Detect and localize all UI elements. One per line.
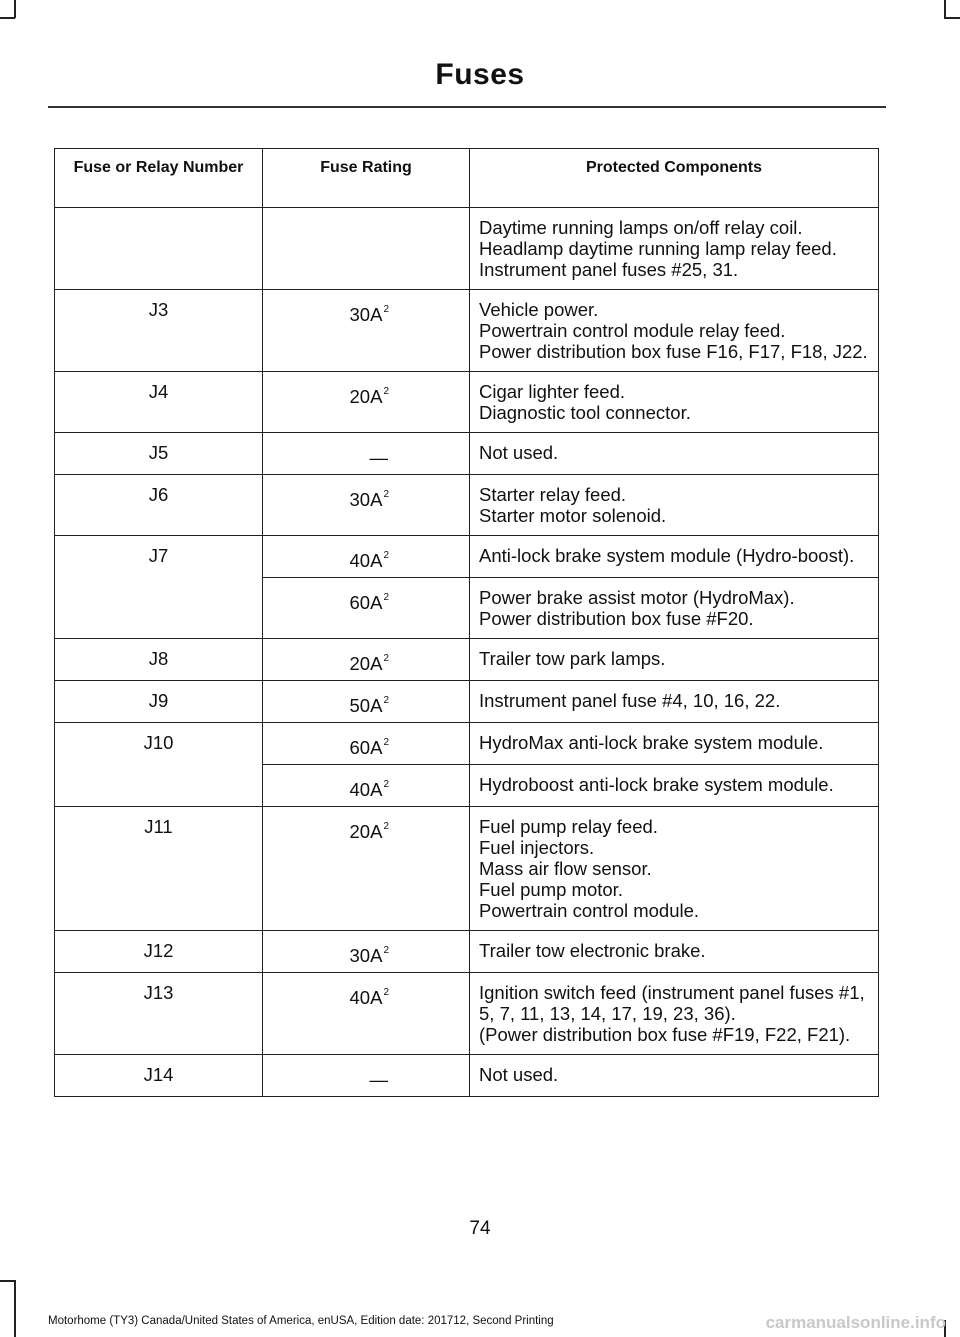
- fuse-rating-value: 30A: [349, 945, 383, 966]
- component-line: Powertrain control module.: [479, 900, 700, 921]
- component-line: Cigar lighter feed.: [479, 381, 626, 402]
- component-line: Fuel pump relay feed.: [479, 816, 658, 837]
- fuse-number-cell: J3: [55, 290, 263, 372]
- table-row: [55, 433, 879, 475]
- component-line: Starter motor solenoid.: [479, 505, 667, 526]
- protected-components-cell: [470, 578, 879, 639]
- protected-components-cell: [470, 290, 879, 372]
- component-line: Instrument panel fuse #4, 10, 16, 22.: [479, 690, 781, 711]
- footnote-ref: 2: [383, 592, 389, 603]
- fuse-rating-cell: [263, 1055, 470, 1097]
- table-row: [55, 475, 879, 536]
- table-row: [55, 290, 879, 372]
- footer-edition-text: Motorhome (TY3) Canada/United States of America, enUSA, Edition date: 201712, Second Printing: [48, 1315, 554, 1327]
- protected-components-cell: [470, 1055, 879, 1097]
- footnote-ref: 2: [383, 489, 389, 500]
- protected-components-cell: [470, 723, 879, 765]
- component-line: Trailer tow electronic brake.: [479, 940, 706, 961]
- component-line: Anti-lock brake system module (Hydro-boost).: [479, 545, 855, 566]
- component-line: Headlamp daytime running lamp relay feed.: [479, 238, 837, 259]
- table-header-row: [55, 149, 879, 208]
- crop-mark-top-left-v: [14, 0, 16, 18]
- fuse-number-cell: [55, 208, 263, 290]
- fuse-rating-value: 50A: [349, 695, 383, 716]
- fuse-rating-cell: [263, 290, 470, 372]
- protected-components-cell: [470, 536, 879, 578]
- fuse-number-cell: J12: [55, 931, 263, 973]
- fuse-rating-cell: [263, 931, 470, 973]
- protected-components-cell: [470, 973, 879, 1055]
- fuse-rating-cell: [263, 433, 470, 475]
- component-line: Hydroboost anti-lock brake system module.: [479, 774, 834, 795]
- component-line: Starter relay feed.: [479, 484, 627, 505]
- fuse-rating-cell: [263, 973, 470, 1055]
- fuse-rating-value: 60A: [349, 737, 383, 758]
- component-line: Trailer tow park lamps.: [479, 648, 666, 669]
- fuse-rating-cell: [263, 578, 470, 639]
- protected-components-cell: [470, 765, 879, 807]
- crop-mark-bottom-left-h: [0, 1280, 15, 1282]
- fuse-number-cell: J5: [55, 433, 263, 475]
- table-row: [55, 372, 879, 433]
- protected-components-cell: [470, 639, 879, 681]
- component-line: HydroMax anti-lock brake system module.: [479, 732, 824, 753]
- protected-components-cell: [470, 208, 879, 290]
- table-row: [55, 639, 879, 681]
- component-line: Not used.: [479, 1064, 559, 1085]
- fuse-number-cell: J8: [55, 639, 263, 681]
- footnote-ref: 2: [383, 550, 389, 561]
- component-line: Not used.: [479, 442, 559, 463]
- component-line: Fuel injectors.: [479, 837, 595, 858]
- component-line: (Power distribution box fuse #F19, F22, F21).: [479, 1024, 851, 1045]
- fuse-rating-value: 20A: [349, 821, 383, 842]
- protected-components-cell: [470, 433, 879, 475]
- crop-mark-bottom-left-v: [14, 1280, 16, 1337]
- fuse-rating-value: 60A: [349, 592, 383, 613]
- fuse-number-cell: J9: [55, 681, 263, 723]
- fuse-table: [54, 148, 879, 1097]
- component-line: Power brake assist motor (HydroMax).: [479, 587, 795, 608]
- protected-components-cell: [470, 681, 879, 723]
- column-header-number: Fuse or Relay Number: [55, 149, 263, 208]
- table-row: [55, 807, 879, 931]
- fuse-rating-cell: [263, 681, 470, 723]
- table-row: [55, 1055, 879, 1097]
- fuse-rating-value: 20A: [349, 386, 383, 407]
- crop-mark-top-right-v: [944, 0, 946, 18]
- footnote-ref: 2: [383, 945, 389, 956]
- page-number: 74: [469, 1218, 491, 1239]
- fuse-rating-cell: [263, 639, 470, 681]
- fuse-number-cell: J4: [55, 372, 263, 433]
- crop-mark-top-right-h: [944, 17, 960, 19]
- protected-components-cell: [470, 475, 879, 536]
- footnote-ref: 2: [383, 695, 389, 706]
- fuse-rating-value: 30A: [349, 304, 383, 325]
- column-header-components: Protected Components: [470, 149, 879, 208]
- footnote-ref: 2: [383, 653, 389, 664]
- fuse-number-cell: J11: [55, 807, 263, 931]
- footnote-ref: 2: [383, 386, 389, 397]
- table-row: [55, 723, 879, 765]
- table-row: [55, 931, 879, 973]
- fuse-rating-value: 40A: [349, 550, 383, 571]
- fuse-rating-cell: [263, 208, 470, 290]
- fuse-rating-value: 20A: [349, 653, 383, 674]
- page-title: Fuses: [435, 58, 525, 91]
- fuse-rating-value: —: [369, 1069, 388, 1090]
- footnote-ref: 2: [383, 987, 389, 998]
- fuse-rating-cell: [263, 372, 470, 433]
- component-line: Vehicle power.: [479, 299, 599, 320]
- footnote-ref: 2: [383, 779, 389, 790]
- component-line: Instrument panel fuses #25, 31.: [479, 259, 739, 280]
- table-row: [55, 973, 879, 1055]
- fuse-number-cell: J7: [55, 536, 263, 639]
- component-line: Mass air flow sensor.: [479, 858, 652, 879]
- footnote-ref: 2: [383, 737, 389, 748]
- footnote-ref: 2: [383, 821, 389, 832]
- component-line: Powertrain control module relay feed.: [479, 320, 786, 341]
- component-line: Power distribution box fuse #F20.: [479, 608, 754, 629]
- fuse-number-cell: J13: [55, 973, 263, 1055]
- component-line: Fuel pump motor.: [479, 879, 623, 900]
- fuse-rating-value: 40A: [349, 779, 383, 800]
- fuse-rating-cell: [263, 723, 470, 765]
- table-row: [55, 681, 879, 723]
- fuse-rating-cell: [263, 807, 470, 931]
- title-rule: [48, 106, 886, 108]
- fuse-rating-cell: [263, 765, 470, 807]
- component-line: Ignition switch feed (instrument panel fuses #1, 5, 7, 11, 13, 14, 17, 19, 23, 36).: [479, 982, 865, 1024]
- fuse-number-cell: J6: [55, 475, 263, 536]
- fuse-rating-value: 40A: [349, 987, 383, 1008]
- footnote-ref: 2: [383, 304, 389, 315]
- table-row: [55, 536, 879, 578]
- fuse-rating-cell: [263, 536, 470, 578]
- component-line: Diagnostic tool connector.: [479, 402, 691, 423]
- fuse-rating-value: 30A: [349, 489, 383, 510]
- column-header-rating: Fuse Rating: [263, 149, 470, 208]
- fuse-rating-cell: [263, 475, 470, 536]
- fuse-rating-value: —: [369, 447, 388, 468]
- fuse-number-cell: J14: [55, 1055, 263, 1097]
- component-line: Daytime running lamps on/off relay coil.: [479, 217, 803, 238]
- table-row: [55, 208, 879, 290]
- protected-components-cell: [470, 372, 879, 433]
- fuse-number-cell: J10: [55, 723, 263, 807]
- component-line: Power distribution box fuse F16, F17, F18, J22.: [479, 341, 868, 362]
- protected-components-cell: [470, 807, 879, 931]
- protected-components-cell: [470, 931, 879, 973]
- watermark: carmanualsonline.info: [765, 1313, 946, 1332]
- crop-mark-top-left-h: [0, 17, 15, 19]
